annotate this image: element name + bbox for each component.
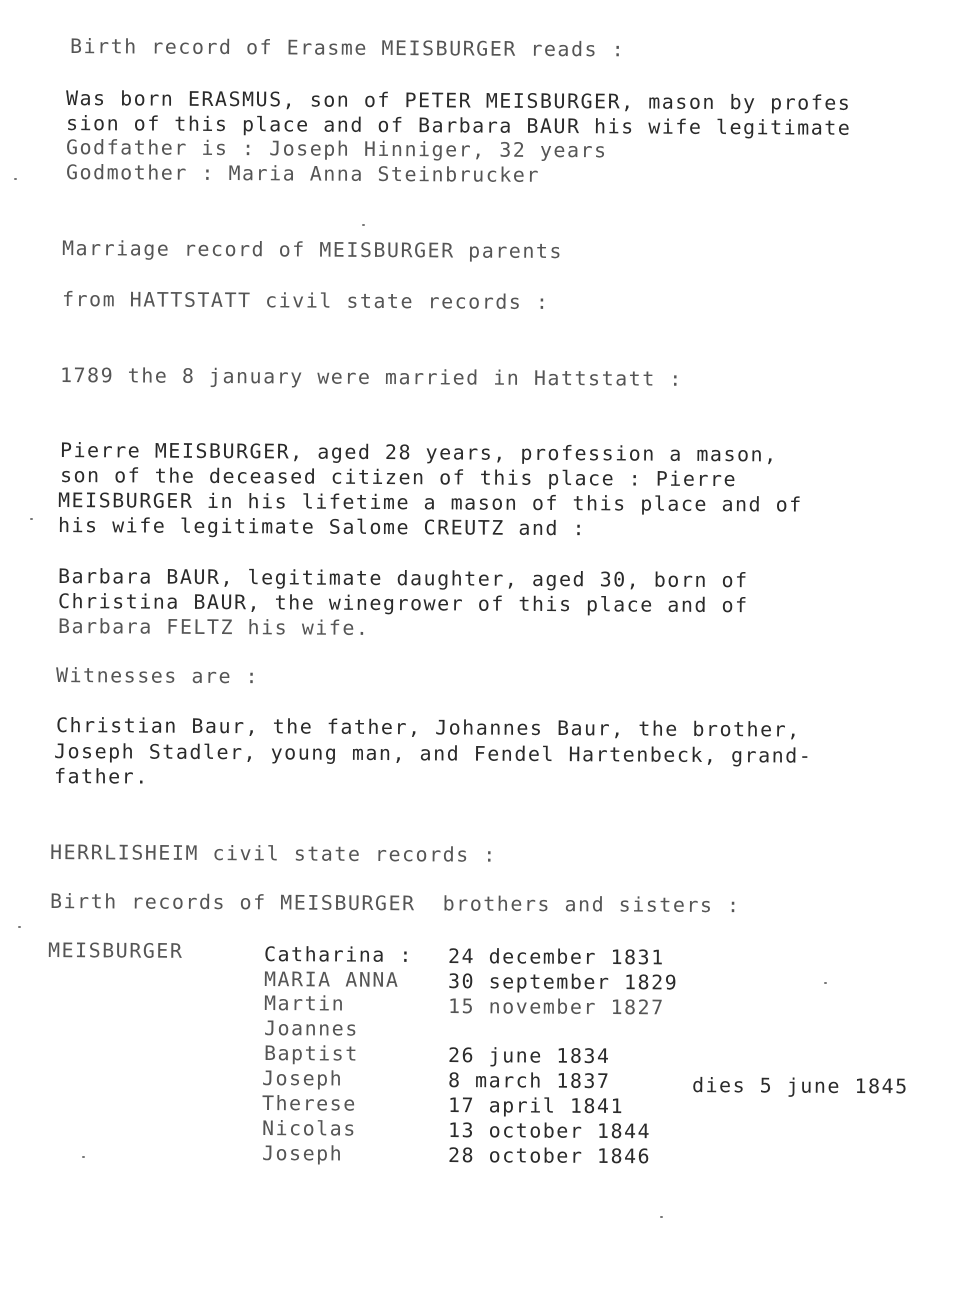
scan-speck [18,926,21,928]
scan-speck [82,1156,85,1158]
erasme-birth-heading: Birth record of Erasme MEISBURGER reads : [69,34,626,62]
child-birth-date: 30 september 1829 [447,969,679,995]
child-birth-date: 24 december 1831 [447,944,665,970]
erasme-birth-line: Godmother : Maria Anna Steinbrucker [65,160,541,187]
bride-line: Christina BAUR, the winegrower of this place and of [57,589,749,618]
child-name: Joseph [261,1066,344,1091]
child-death-note: dies 5 june 1845 [691,1073,909,1099]
scan-speck [660,1216,663,1218]
bride-line: Barbara BAUR, legitimate daughter, aged 30, born of [57,564,749,593]
family-surname: MEISBURGER [47,938,184,963]
child-birth-date: 13 october 1844 [447,1118,652,1144]
child-birth-date: 8 march 1837 [447,1068,611,1093]
child-birth-date: 17 april 1841 [447,1093,625,1119]
scan-speck [824,982,827,984]
erasme-birth-line: Was born ERASMUS, son of PETER MEISBURGER, mason by profes [65,86,852,115]
witnesses-line: Christian Baur, the father, Johannes Baur, the brother, [55,713,801,742]
child-name: Catharina : [263,942,414,967]
scan-speck [362,224,365,226]
child-birth-date: 15 november 1827 [447,994,665,1020]
marriage-source: from HATTSTATT civil state records : [61,287,550,314]
witnesses-line: father. [53,764,149,789]
groom-line: son of the deceased citizen of this place : Pierre [59,463,738,492]
groom-line: MEISBURGER in his lifetime a mason of this place and of [57,488,803,517]
child-birth-date: 26 june 1834 [447,1043,611,1068]
witnesses-heading: Witnesses are : [55,663,260,689]
marriage-heading: Marriage record of MEISBURGER parents [61,236,564,264]
child-name: Nicolas [261,1116,357,1141]
erasme-birth-line: Godfather is : Joseph Hinniger, 32 years [65,135,608,163]
child-name: Baptist [263,1041,359,1066]
marriage-date-line: 1789 the 8 january were married in Hattstatt : [59,363,683,391]
groom-line: his wife legitimate Salome CREUTZ and : [57,513,587,541]
erasme-birth-line: sion of this place and of Barbara BAUR his wife legitimate [65,111,852,140]
child-birth-date: 28 october 1846 [447,1143,652,1169]
herrlisheim-heading: HERRLISHEIM civil state records : [49,840,497,867]
child-name: Therese [261,1091,357,1116]
scan-speck [14,178,17,180]
herrlisheim-subheading: Birth records of MEISBURGER brothers and sisters : [49,889,741,918]
groom-line: Pierre MEISBURGER, aged 28 years, profession a mason, [59,438,778,467]
scan-speck [30,518,33,520]
child-name: Joseph [261,1141,344,1166]
child-name: Joannes [263,1016,359,1041]
child-name: MARIA ANNA [263,967,400,992]
child-name: Martin [263,991,346,1016]
witnesses-line: Joseph Stadler, young man, and Fendel Hartenbeck, grand- [53,739,813,768]
bride-line: Barbara FELTZ his wife. [57,614,370,640]
